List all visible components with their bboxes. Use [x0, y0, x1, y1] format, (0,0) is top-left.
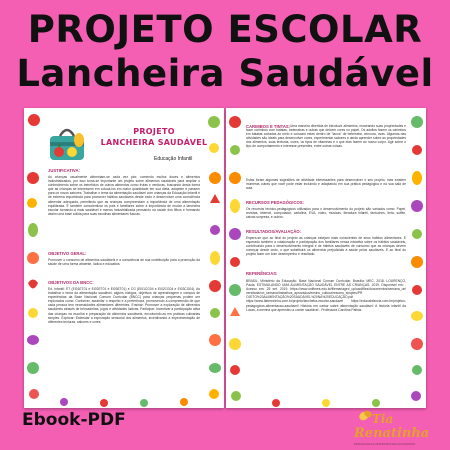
lunchbox-icon	[46, 122, 88, 164]
page-subtitle: Educação Infantil	[154, 156, 193, 162]
document-page-left	[24, 108, 224, 408]
section-heading: RECURSOS PEDAGÓGICOS:	[246, 200, 304, 205]
section-body: Uma maneira divertida de introduzir alimentos, mostrando suas propriedades e fazer carimbos com batatas, beterrabas e outras que deixem cores no papel. Os adultos fazem os carimbos em batatas cortadas ao meio e colocam estes dentro de "tacos" de beterraba, cenoura, uvas. Algumas das atividades são ideais para desenvolver cores, experimentar sabores e ainda aprender sobre as propriedades dos alimentos, suas texturas, cores, os tipos de vitaminas e o que elas fazem ao nosso corpo. Agir sobre o tipo de comportamento e interesse presentes, entre outras coisas.	[246, 124, 406, 149]
section-body: Estas foram algumas sugestões de atividade interessantes para desenvolver o seu projeto, mas existem inúmeras outras que você pode estar incluindo e adaptando em sua prática pedagógica e na sua sala de aula.	[246, 178, 406, 191]
main-title-line1: PROJETO ESCOLAR	[27, 8, 423, 51]
main-title-line2: Lancheira Saudável	[16, 52, 434, 95]
section-body: Promover o consumo de alimentos saudáveis e a consciência de sua contribuição para a promoção da saúde de uma forma atraente, lúdica e educativa.	[48, 258, 200, 267]
brand-tagline: PEDAGOGIA E MATERIAIS EDUCACIONAIS	[354, 442, 416, 446]
brand-logo	[352, 408, 444, 448]
section-heading: OBJETIVO GERAL:	[48, 251, 87, 256]
page-title-line1: PROJETO	[133, 127, 175, 136]
section-heading: REFERÊNCIAS:	[246, 271, 278, 276]
document-page-right	[226, 108, 426, 408]
ebook-format-label: Ebook-PDF	[22, 410, 126, 430]
section-heading: OBJETIVOS DA BNCC:	[48, 280, 94, 285]
section-body: Ed. Infantil: ET (EI01ET01 e EI02ET01 e EI03ET01) e CG (EI01CG04 e EI02CG04 e EI03CG04). As trabalhar o tema da alimentação saudável, alguns códigos, objetivos de aprendizagem e campos de experiências da Base Nacional Comum Curricular (BNCC) para crianças pequenas podem ser explorados como: Conhecer, assimilar o respeito e a preferência, promovendo a compreensão de que cada pessoa tem necessidades alimentares diferentes. Ensinar: Promover a exploração de alimentos saudáveis através de brincadeiras, jogos e atividades lúdicas. Participar: Incentivar a participação ativa das crianças na escolha e preparação de alimentos saudáveis, envolvendo-as em práticas culinárias simples. Explorar: Estimular a exploração sensorial dos alimentos, incentivando a experimentação de diferentes texturas, sabores e cores.	[48, 287, 200, 324]
brand-name-line1: Tia	[372, 412, 394, 426]
section-body: Espera-se que ao final do projeto as crianças estejam mais conscientes de seus hábitos alimentares. É esperado também a colaboração e participação dos familiares nessa iniciativa sobre os hábitos saudáveis, contribuindo para o desenvolvimento integral e de hábitos saudáveis de consumo que as crianças devem começar desde cedo, o que substituirá os alimentos prejudiciais à saúde pelos saudáveis. E ao final do projeto fazer um bom desempenho e resultado.	[246, 236, 406, 257]
section-body: Os recursos técnico-pedagógicos utilizados para o desenvolvimento do projeto são variados como: Papel, revistas, internet, computador, cartolina, EVA, vídeo, músicas, literatura infantil, fantoches, tinta, sulfite, caixas surpresa, e outros.	[246, 207, 406, 220]
section-heading: RESULTADOS/AVALIAÇÃO:	[246, 229, 302, 234]
section-body: As crianças usualmente alimentam-se cada vez pior, comendo muitos doces e alimentos industrializados, por isso torna-se importante um projeto sobre alimentos saudáveis para ampliar o conhecimento sobre os benefícios de outros alimentos como frutas e verduras, buscando desta forma que as crianças se interessem em colocá-los em maior quantidade em sua dieta, adaptem e passem para os novos sabores. Trabalhar o tema da alimentação saudável com crianças da Educação Infantil é de extrema importância para promover hábitos saudáveis desde cedo e desenvolver uma consciência alimentar adequada, permitindo que as crianças compreendam a importância de uma alimentação equilibrada. É também conscientizar os pais e familiares sobre a importância de mudar a lancheira escolar tornando-a mais saudável e menos industrializada pensando na saúde dos filhos e formando assim uma base sólida para suas escolhas alimentares futuras.	[48, 175, 200, 216]
brand-name-line2: Renatinha	[354, 426, 430, 441]
section-heading: JUSTIFICATIVA:	[48, 168, 80, 173]
section-heading: CARIMBOS E TINTAS:	[246, 124, 291, 129]
page-title-line2: LANCHEIRA SAUDÁVEL	[100, 138, 208, 147]
section-body: BRASIL. Ministério da Educação. Base Nacional Comum Curricular. Brasília: MEC, 2018. LOURENÇO, Paula. ESTIMULANDO UMA ALIMENTAÇÃO SAUDÁVEL ENTRE AS CRIANÇAS. 2019. Disponível em: . Acesso em: 25 set. 2019. https://www.unifimes.edu.br/filemanager/_upload/files/documentos/semana_uni versitaria/xxi_semana/trabalhos_aprovados/ensino_cultura/resumo_simples/PR OJETO%20ALIMENTAÇÃO%20SAUDÁVEL%20NA%20EDUCAÇÃO.pdf https://www.tiaterezinha.com.br/projeto/lancheira-escolar-saudavel https://educainfancia.com.br/projetos-pedagogicos-alimentacao-saudavel/ História em cartaz sobre alimentação saudável: A história infantil da Lucas, a menina que aprendeu a comer saudável - Professora Carolina Palhaz.	[246, 279, 406, 312]
